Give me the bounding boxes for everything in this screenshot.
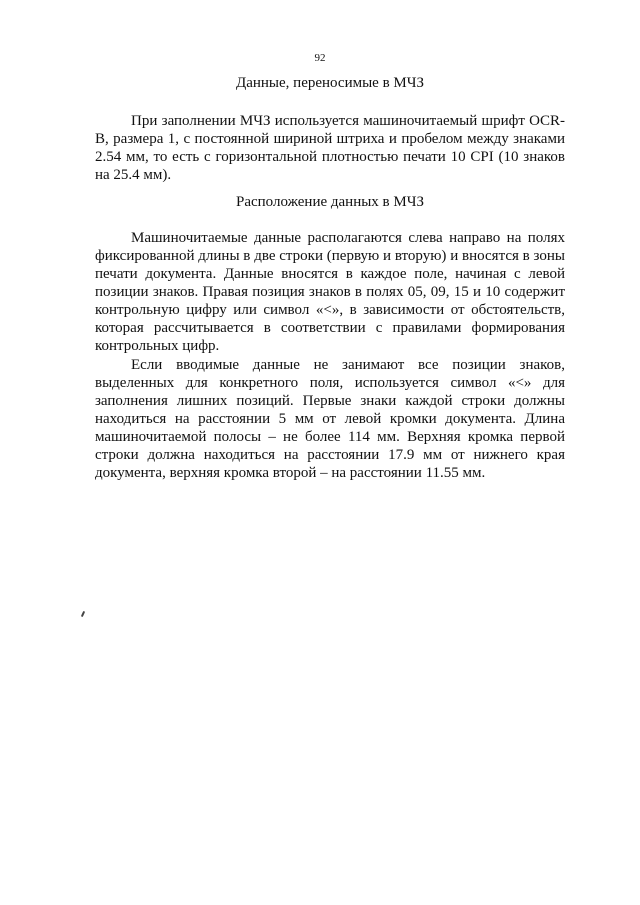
section-title-data-layout: Расположение данных в МЧЗ [236,194,424,210]
paragraph-font-spec: При заполнении МЧЗ используется машиночитаемый шрифт OCR-B, размера 1, с постоянной шириной штриха и пробелом между знаками 2.54 мм, то есть с горизонтальной плотностью печати 10 CPI (10 знаков на 25.4 мм). [95,113,565,183]
section-title-data-carried: Данные, переносимые в МЧЗ [235,75,425,91]
paragraph-filler-positions: Если вводимые данные не занимают все позиции знаков, выделенных для конкретного поля, используется символ «<» для заполнения лишних позиций. Первые знаки каждой строки должны находиться на расстоянии 5 мм от левой кромки документа. Длина машиночитаемой полосы – не более 114 мм. Верхняя кромка первой строки должна находиться на расстоянии 17.9 мм от нижнего края документа, верхняя кромка второй – на расстоянии 11.55 мм. [95,357,565,481]
scan-artifact-mark [81,611,85,617]
paragraph-field-layout: Машиночитаемые данные располагаются слева направо на полях фиксированной длины в две строки (первую и вторую) и вносятся в зоны печати документа. Данные вносятся в каждое поле, начиная с левой позиции знаков. Правая позиция знаков в полях 05, 09, 15 и 10 содержит контрольную цифру или символ «<», в зависимости от обстоятельств, которая рассчитывается в соответствии с правилами формирования контрольных цифр. [95,230,565,354]
page-number: 92 [314,52,326,64]
